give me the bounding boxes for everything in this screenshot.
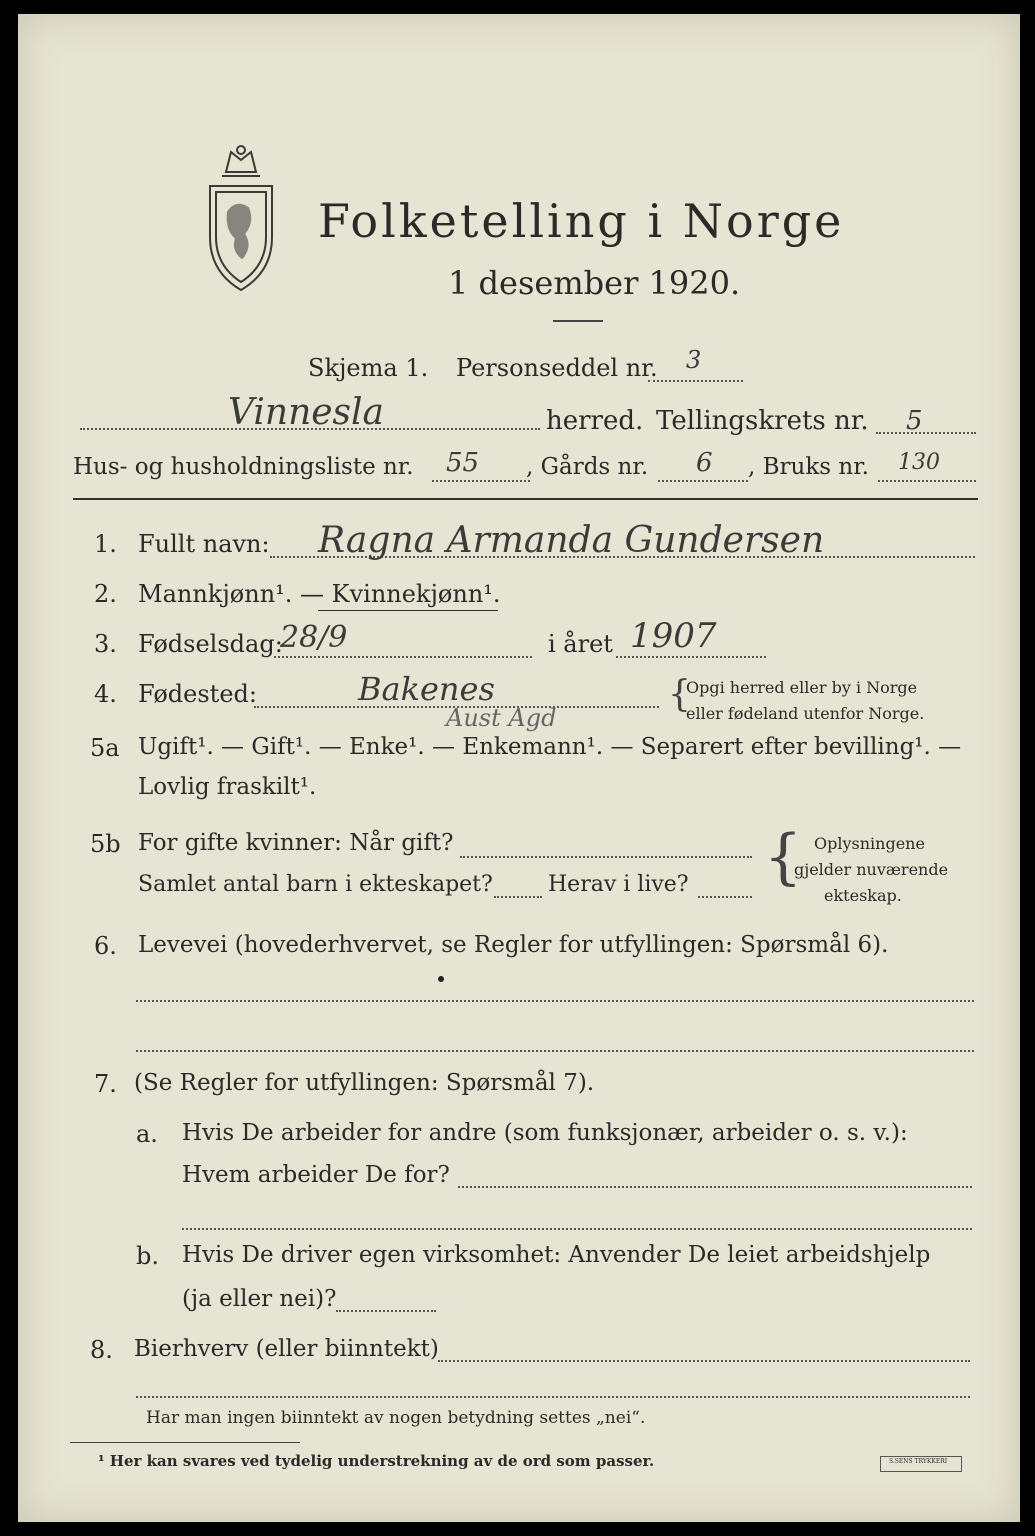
- q7-number: 7.: [94, 1070, 117, 1098]
- q3-year-line: [616, 656, 766, 658]
- q2-underline: [318, 610, 498, 611]
- q7a-line-1: [458, 1186, 972, 1188]
- q3-year-value: 1907: [630, 616, 717, 656]
- ink-dot: [438, 976, 444, 982]
- gards-value: 6: [696, 448, 713, 478]
- q5b-note-3: ekteskap.: [824, 886, 902, 905]
- q2-label: Mannkjønn¹. — Kvinnekjønn¹.: [138, 580, 501, 608]
- q7b-label-2: (ja eller nei)?: [182, 1286, 337, 1312]
- q4-value-2: Aust Agd: [446, 704, 557, 732]
- q1-label: Fullt navn:: [138, 530, 270, 558]
- header-rule: [73, 498, 978, 500]
- footnote: ¹ Her kan svares ved tydelig understrekning av de ord som passer.: [98, 1452, 655, 1470]
- q6-line-2: [136, 1050, 974, 1052]
- hus-value: 55: [446, 448, 480, 478]
- footer-note: Har man ingen biinntekt av nogen betydning settes „nei“.: [146, 1408, 646, 1428]
- herred-label: herred.: [546, 406, 644, 436]
- q5b-number: 5b: [90, 830, 121, 858]
- bruks-value: 130: [898, 450, 940, 475]
- footnote-rule: [70, 1442, 300, 1443]
- q3-line: [274, 656, 532, 658]
- q3-year-label: i året: [548, 630, 613, 658]
- q5b-line-3: [698, 896, 752, 898]
- printer-stamp-text: S.SENS TRYKKERI: [889, 1458, 948, 1465]
- q7a-label-2: Hvem arbeider De for?: [182, 1162, 450, 1188]
- q5b-label-3: Herav i live?: [548, 872, 689, 897]
- q7-label: (Se Regler for utfyllingen: Spørsmål 7).: [134, 1070, 595, 1096]
- q3-label: Fødselsdag:: [138, 630, 283, 658]
- q7a-number: a.: [136, 1120, 158, 1148]
- q4-value: Bakenes: [358, 670, 495, 708]
- q5b-line-2: [494, 896, 542, 898]
- coat-of-arms-icon: [196, 142, 286, 292]
- q8-number: 8.: [90, 1336, 113, 1364]
- title-divider: [553, 320, 603, 322]
- form-title: Folketelling i Norge: [318, 194, 845, 248]
- hus-label: Hus- og husholdningsliste nr.: [73, 454, 414, 480]
- q1-value: Ragna Armanda Gundersen: [318, 520, 825, 561]
- q7b-number: b.: [136, 1242, 159, 1270]
- q2-number: 2.: [94, 580, 117, 608]
- q5b-brace: {: [764, 822, 803, 892]
- bruks-line: [878, 480, 976, 482]
- tellingskrets-line: [876, 432, 976, 434]
- form-date: 1 desember 1920.: [448, 264, 741, 302]
- tellingskrets-label: Tellingskrets nr.: [656, 406, 869, 436]
- q5b-note-1: Oplysningene: [814, 834, 925, 853]
- q6-number: 6.: [94, 932, 117, 960]
- q7a-label: Hvis De arbeider for andre (som funksjonær, arbeider o. s. v.):: [182, 1120, 908, 1146]
- q7b-label: Hvis De driver egen virksomhet: Anvender De leiet arbeidshjelp: [182, 1242, 931, 1268]
- q7b-line: [336, 1310, 436, 1312]
- q4-brace: {: [668, 674, 691, 715]
- personseddel-label: Personseddel nr.: [456, 354, 658, 382]
- q8-line-2: [136, 1396, 970, 1398]
- q5a-label: Ugift¹. — Gift¹. — Enke¹. — Enkemann¹. — Separert efter bevilling¹. —: [138, 734, 962, 760]
- q1-number: 1.: [94, 530, 117, 558]
- q5b-note-2: gjelder nuværende: [794, 860, 949, 879]
- q5b-line: [460, 856, 752, 858]
- q5b-label: For gifte kvinner: Når gift?: [138, 830, 454, 856]
- printer-stamp: [880, 1456, 962, 1472]
- q3-value: 28/9: [280, 620, 348, 655]
- gards-line: [658, 480, 748, 482]
- herred-value: Vinnesla: [228, 392, 385, 433]
- census-form-page: [18, 14, 1020, 1522]
- q3-number: 3.: [94, 630, 117, 658]
- q4-note-2: eller fødeland utenfor Norge.: [686, 704, 925, 723]
- q8-label: Bierhverv (eller biinntekt): [134, 1336, 439, 1362]
- q5a-label-2: Lovlig fraskilt¹.: [138, 774, 317, 800]
- personseddel-value: 3: [686, 346, 702, 374]
- skjema-label: Skjema 1.: [308, 354, 429, 382]
- q5b-label-2: Samlet antal barn i ekteskapet?: [138, 872, 493, 897]
- gards-label: , Gårds nr.: [526, 454, 649, 480]
- q4-note-1: Opgi herred eller by i Norge: [686, 678, 918, 697]
- q6-line-1: [136, 1000, 974, 1002]
- q4-number: 4.: [94, 680, 117, 708]
- personseddel-line: [648, 380, 743, 382]
- hus-line: [432, 480, 530, 482]
- q4-label: Fødested:: [138, 680, 257, 708]
- q5a-number: 5a: [90, 734, 120, 762]
- q8-line-1: [438, 1360, 970, 1362]
- q6-label: Levevei (hovederhvervet, se Regler for utfyllingen: Spørsmål 6).: [138, 932, 889, 958]
- tellingskrets-value: 5: [906, 406, 923, 436]
- bruks-label: , Bruks nr.: [748, 454, 869, 480]
- q7a-line-2: [182, 1228, 972, 1230]
